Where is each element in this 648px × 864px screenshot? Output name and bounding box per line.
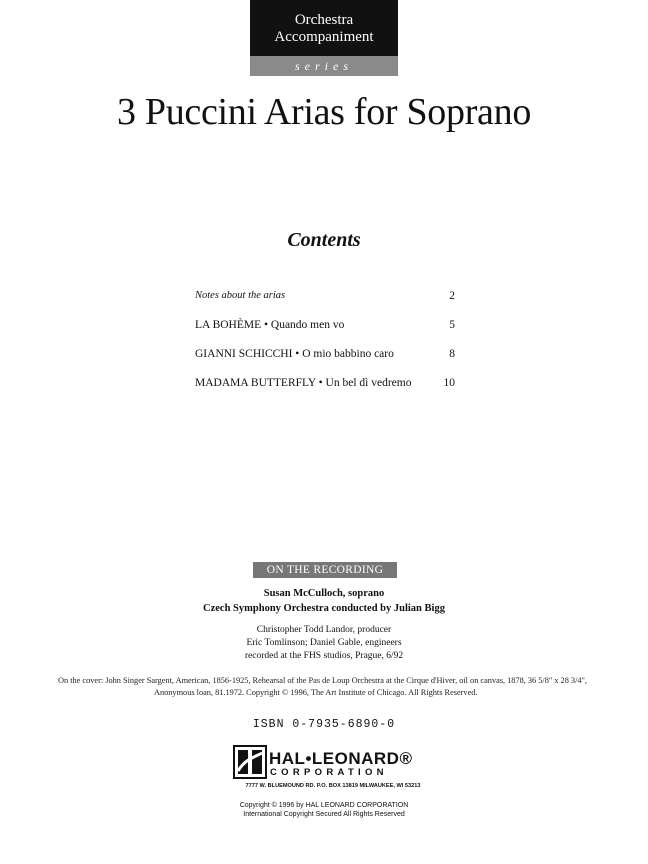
- toc-item-label: MADAMA BUTTERFLY • Un bel dì vedremo: [195, 377, 412, 389]
- series-badge: [250, 0, 398, 76]
- recording-producer: Christopher Todd Landor, producer: [256, 625, 392, 635]
- toc-item-page: 2: [449, 290, 455, 302]
- recording-studio: recorded at the FHS studios, Prague, 6/92: [244, 651, 404, 661]
- copyright-line-2: International Copyright Secured All Rights Reserved: [243, 811, 405, 818]
- series-badge-top: [250, 0, 398, 56]
- isbn: ISBN 0-7935-6890-0: [252, 718, 396, 731]
- contents-heading: Contents: [287, 229, 361, 251]
- toc-item-page: 8: [449, 348, 455, 360]
- cover-credit-line-2: Anonymous loan, 81.1972. Copyright © 1996, The Art Institute of Chicago. All Rights Reserved.: [154, 688, 478, 697]
- series-line-2: Accompaniment: [274, 29, 374, 45]
- recording-soloist: Susan McCulloch, soprano: [263, 588, 385, 599]
- recording-banner: ON THE RECORDING: [253, 562, 397, 578]
- recording-orchestra: Czech Symphony Orchestra conducted by Julian Bigg: [203, 603, 445, 614]
- toc-item-madama-butterfly[interactable]: [195, 377, 455, 406]
- series-sub: series: [250, 56, 398, 76]
- publisher-name: HAL•LEONARD®: [269, 749, 413, 768]
- page-title: 3 Puccini Arias for Soprano: [116, 91, 532, 133]
- toc-item-label: Notes about the arias: [195, 290, 286, 301]
- toc-item-notes[interactable]: [195, 290, 455, 319]
- cover-credit-line-1: On the cover: John Singer Sargent, American, 1856-1925, Rehearsal of the Pas de Loup Orchestra at the Cirque d'Hiver, oil on canvas, 1878, 36 5/8" x 28 3/4",: [58, 676, 587, 685]
- cover-credit: [58, 675, 598, 699]
- publisher-address: 7777 W. BLUEMOUND RD. P.O. BOX 13819 MILWAUKEE, WI 53213: [245, 783, 421, 789]
- toc-item-label: GIANNI SCHICCHI • O mio babbino caro: [195, 348, 394, 360]
- toc-item-page: 10: [443, 377, 455, 389]
- publisher-corp: CORPORATION: [270, 767, 388, 778]
- recording-engineers: Eric Tomlinson; Daniel Gable, engineers: [246, 638, 402, 648]
- publisher-logo: [233, 745, 433, 795]
- copyright-line-1: Copyright © 1996 by HAL LEONARD CORPORATION: [239, 802, 409, 809]
- toc-item-gianni-schicchi[interactable]: [195, 348, 455, 377]
- toc-item-la-boheme[interactable]: [195, 319, 455, 348]
- table-of-contents: [195, 290, 455, 406]
- hal-leonard-mark-icon: [233, 745, 267, 779]
- toc-item-label: LA BOHÈME • Quando men vo: [195, 319, 345, 331]
- toc-item-page: 5: [449, 319, 455, 331]
- series-line-1: Orchestra: [294, 12, 354, 28]
